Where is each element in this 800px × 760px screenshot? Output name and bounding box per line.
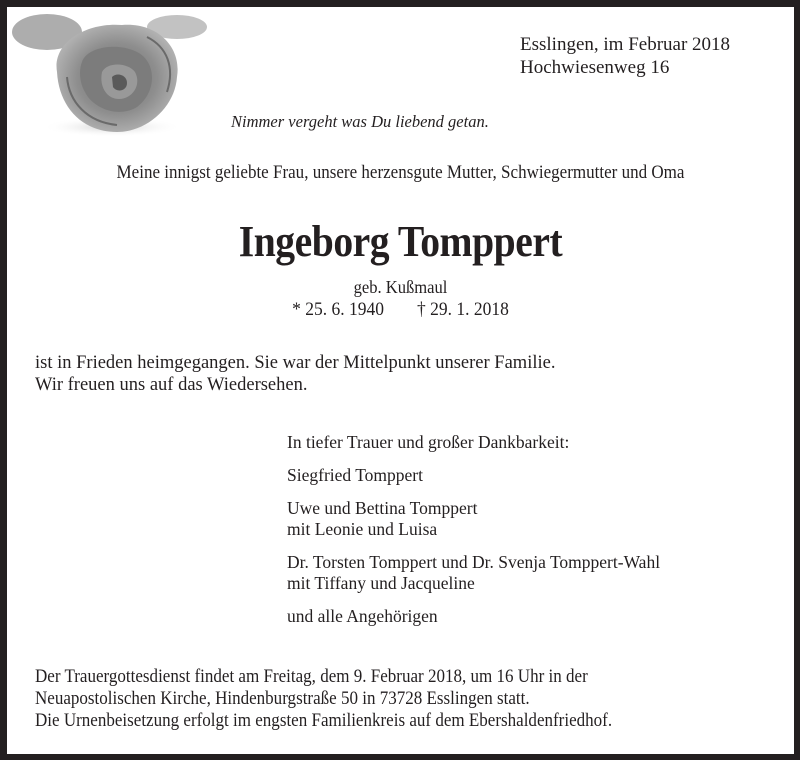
maiden-name: geb. Kußmaul [353,277,448,297]
mourner-name: mit Tiffany und Jacqueline [287,573,475,593]
mourner-group [287,552,660,594]
message [35,352,555,396]
mourner-group [287,465,660,486]
death-date: † 29. 1. 2018 [417,299,509,320]
mourner-name: Dr. Torsten Tomppert und Dr. Svenja Tomppert-Wahl [287,552,661,572]
address: Hochwiesenweg 16 [520,57,670,78]
mourner-name: mit Leonie und Luisa [287,519,438,539]
mourner-group [287,606,660,627]
obituary-notice [7,7,794,754]
service-info [35,666,612,732]
motto: Nimmer vergeht was Du liebend getan. [231,112,489,131]
service-line: Die Urnenbeisetzung erfolgt im engsten Familienkreis auf dem Ebershaldenfriedhof. [35,711,613,731]
birth-date: * 25. 6. 1940 [292,299,384,320]
life-dates [38,299,762,321]
service-line: Der Trauergottesdienst findet am Freitag, dem 9. Februar 2018, um 16 Uhr in der [35,667,588,687]
intro-text: Meine innigst geliebte Frau, unsere herzensgute Mutter, Schwiegermutter und Oma [116,163,685,183]
mourners-heading: In tiefer Trauer und großer Dankbarkeit: [287,432,570,452]
place-date: Esslingen, im Februar 2018 [520,34,731,55]
mourner-name: und alle Angehörigen [287,606,438,626]
rose-icon [7,7,207,137]
mourner-group [287,498,660,540]
service-line: Neuapostolischen Kirche, Hindenburgstraße 50 in 73728 Esslingen statt. [35,689,530,709]
message-line: Wir freuen uns auf das Wiedersehen. [35,375,308,395]
mourner-name: Siegfried Tomppert [287,465,423,485]
mourner-name: Uwe und Bettina Tomppert [287,498,478,518]
place-and-address [520,33,730,79]
mourners [287,432,660,639]
deceased-name: Ingeborg Tomppert [238,217,563,266]
message-line: ist in Frieden heimgegangen. Sie war der Mittelpunkt unserer Familie. [35,353,556,373]
